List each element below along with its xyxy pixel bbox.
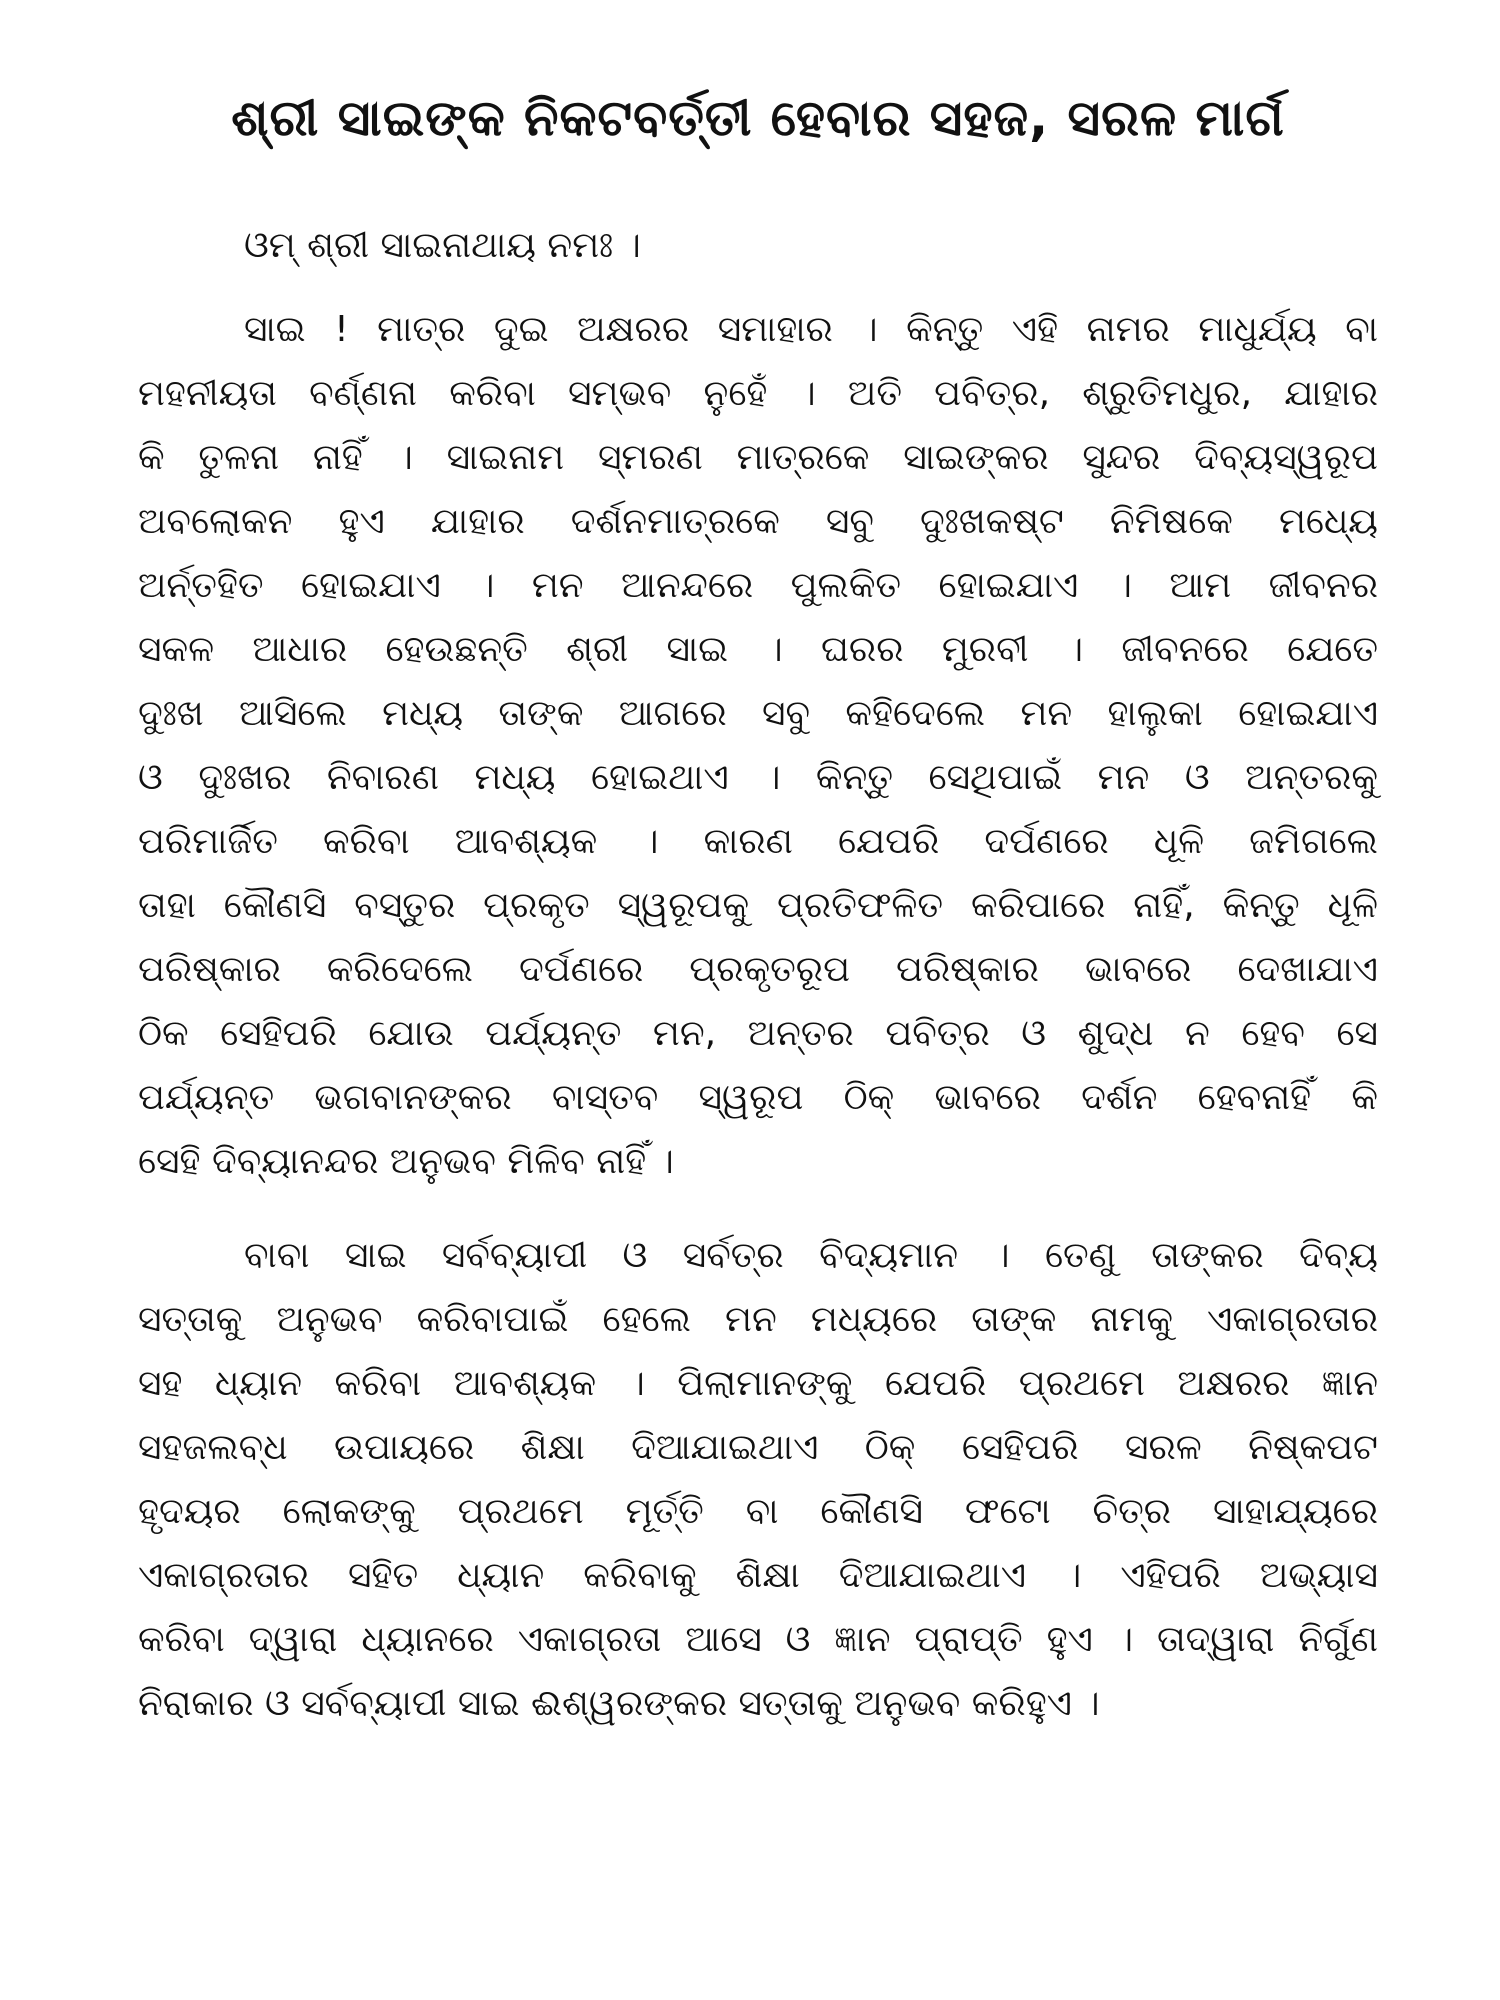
paragraph-1-line-7: ଦୁଃଖ ଆସିଲେ ମଧ୍ୟ ତାଙ୍କ ଆଗରେ ସବୁ କହିଦେଲେ ମନ ହାଲୁକା ହୋଇଯାଏ bbox=[138, 693, 1378, 734]
paragraph-1-line-13: ପର୍ଯ୍ୟନ୍ତ ଭଗବାନଙ୍କର ବାସ୍ତବ ସ୍ୱରୂପ ଠିକ୍ ଭାବରେ ଦର୍ଶନ ହେବନାହିଁ କି bbox=[138, 1077, 1378, 1118]
paragraph-2 bbox=[138, 1224, 1378, 1736]
paragraph-1-line-12: ଠିକ ସେହିପରି ଯୋଉ ପର୍ଯ୍ୟନ୍ତ ମନ, ଅନ୍ତର ପବିତ୍ର ଓ ଶୁଦ୍ଧ ନ ହେବ ସେ bbox=[138, 1013, 1378, 1054]
paragraph-1-line-10: ତାହା କୌଣସି ବସ୍ତୁର ପ୍ରକୃତ ସ୍ୱରୂପକୁ ପ୍ରତିଫଳିତ କରିପାରେ ନାହିଁ, କିନ୍ତୁ ଧୂଳି bbox=[138, 885, 1378, 926]
paragraph-2-line-5: ହୃଦୟର ଲୋକଙ୍କୁ ପ୍ରଥମେ ମୂର୍ତ୍ତି ବା କୌଣସି ଫଟୋ ଚିତ୍ର ସାହାଯ୍ୟରେ bbox=[138, 1491, 1378, 1532]
document-title: ଶ୍ରୀ ସାଇଙ୍କ ନିକଟବର୍ତ୍ତୀ ହେବାର ସହଜ, ସରଳ ମାର୍ଗ bbox=[231, 89, 1285, 147]
paragraph-2-line-7: କରିବା ଦ୍ୱାରା ଧ୍ୟାନରେ ଏକାଗ୍ରତା ଆସେ ଓ ଜ୍ଞାନ ପ୍ରାପ୍ତି ହୁଏ । ତାଦ୍ୱାରା ନିର୍ଗୁଣ bbox=[138, 1619, 1378, 1660]
paragraph-1-line-6: ସକଳ ଆଧାର ହେଉଛନ୍ତି ଶ୍ରୀ ସାଇ । ଘରର ମୁରବୀ । ଜୀବନରେ ଯେତେ bbox=[138, 629, 1378, 670]
paragraph-1-line-4: ଅବଲୋକନ ହୁଏ ଯାହାର ଦର୍ଶନମାତ୍ରକେ ସବୁ ଦୁଃଖକଷ୍ଟ ନିମିଷକେ ମଧ୍ୟେ bbox=[138, 501, 1378, 542]
paragraph-1-line-14: ସେହି ଦିବ୍ୟାନନ୍ଦର ଅନୁଭବ ମିଳିବ ନାହିଁ । bbox=[138, 1141, 674, 1182]
paragraph-2-line-3: ସହ ଧ୍ୟାନ କରିବା ଆବଶ୍ୟକ । ପିଲାମାନଙ୍କୁ ଯେପରି ପ୍ରଥମେ ଅକ୍ଷରର ଜ୍ଞାନ bbox=[138, 1363, 1378, 1404]
paragraph-1-line-1: ସାଇ ! ମାତ୍ର ଦୁଇ ଅକ୍ଷରର ସମାହାର । କିନ୍ତୁ ଏହି ନାମର ମାଧୁର୍ଯ୍ୟ ବା bbox=[244, 309, 1378, 350]
paragraph-2-line-1: ବାବା ସାଇ ସର୍ବବ୍ୟାପୀ ଓ ସର୍ବତ୍ର ବିଦ୍ୟମାନ । ତେଣୁ ତାଙ୍କର ଦିବ୍ୟ bbox=[244, 1235, 1378, 1276]
paragraph-2-line-2: ସତ୍ତାକୁ ଅନୁଭବ କରିବାପାଇଁ ହେଲେ ମନ ମଧ୍ୟରେ ତାଙ୍କ ନାମକୁ ଏକାଗ୍ରତାର bbox=[138, 1299, 1378, 1340]
paragraph-2-line-8: ନିରାକାର ଓ ସର୍ବବ୍ୟାପୀ ସାଇ ଈଶ୍ୱରଙ୍କର ସତ୍ତାକୁ ଅନୁଭବ କରିହୁଏ । bbox=[138, 1683, 1100, 1724]
paragraph-1-line-3: କି ତୁଳନା ନାହିଁ । ସାଇନାମ ସ୍ମରଣ ମାତ୍ରକେ ସାଇଙ୍କର ସୁନ୍ଦର ଦିବ୍ୟସ୍ୱରୂପ bbox=[138, 437, 1378, 478]
paragraph-1-line-5: ଅର୍ନ୍ତହିତ ହୋଇଯାଏ । ମନ ଆନନ୍ଦରେ ପୁଲକିତ ହୋଇଯାଏ । ଆମ ଜୀବନର bbox=[138, 565, 1378, 606]
paragraph-2-line-6: ଏକାଗ୍ରତାର ସହିତ ଧ୍ୟାନ କରିବାକୁ ଶିକ୍ଷା ଦିଆଯାଇଥାଏ । ଏହିପରି ଅଭ୍ୟାସ bbox=[138, 1555, 1378, 1596]
paragraph-1-line-11: ପରିଷ୍କାର କରିଦେଲେ ଦର୍ପଣରେ ପ୍ରକୃତରୂପ ପରିଷ୍କାର ଭାବରେ ଦେଖାଯାଏ bbox=[138, 949, 1378, 990]
paragraph-1-line-2: ମହନୀୟତା ବର୍ଣ୍ଣନା କରିବା ସମ୍ଭବ ନୁହେଁ । ଅତି ପବିତ୍ର, ଶ୍ରୁତିମଧୁର, ଯାହାର bbox=[138, 373, 1378, 414]
paragraph-2-line-4: ସହଜଲବ୍ଧ ଉପାୟରେ ଶିକ୍ଷା ଦିଆଯାଇଥାଏ ଠିକ୍ ସେହିପରି ସରଳ ନିଷ୍କପଟ bbox=[138, 1427, 1378, 1468]
invocation-line: ଓମ୍ ଶ୍ରୀ ସାଇନାଥାୟ ନମଃ । bbox=[244, 225, 641, 266]
paragraph-1-line-8: ଓ ଦୁଃଖର ନିବାରଣ ମଧ୍ୟ ହୋଇଥାଏ । କିନ୍ତୁ ସେଥିପାଇଁ ମନ ଓ ଅନ୍ତରକୁ bbox=[138, 757, 1378, 798]
paragraph-1 bbox=[138, 298, 1378, 1194]
paragraph-1-line-9: ପରିମାର୍ଜିତ କରିବା ଆବଶ୍ୟକ । କାରଣ ଯେପରି ଦର୍ପଣରେ ଧୂଳି ଜମିଗଲେ bbox=[138, 821, 1378, 862]
